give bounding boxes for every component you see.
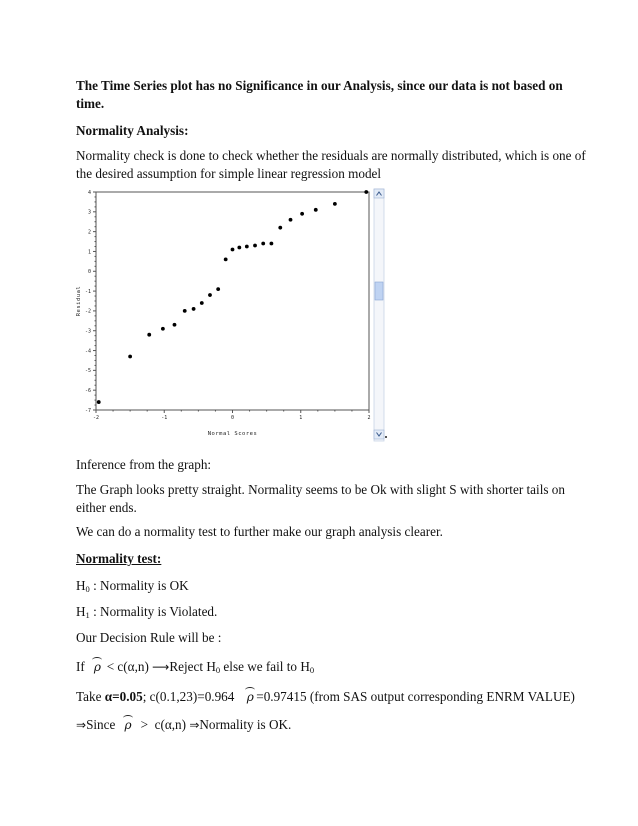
y-tick-label: -3 (84, 328, 91, 335)
rule-else-subscript: 0 (309, 665, 315, 675)
data-point (270, 242, 274, 246)
rule-if: If (76, 659, 85, 674)
y-tick-label: -2 (84, 308, 91, 315)
data-point (261, 242, 265, 246)
normality-test-heading: Normality test: (76, 551, 162, 566)
critical-value: ; c(0.1,23)=0.964 (142, 689, 235, 704)
data-point (289, 218, 293, 222)
data-point (192, 307, 196, 311)
rho-value: =0.97415 (from SAS output corresponding ENRM VALUE) (256, 689, 575, 704)
normality-desc-line-1: Normality check is done to check whether the residuals are normally distributed, which is one of (76, 148, 586, 163)
null-hypothesis (76, 576, 189, 599)
implies-icon: ⇒ (189, 718, 200, 732)
y-tick-label: 3 (87, 209, 91, 216)
data-point (278, 226, 282, 230)
y-tick-label: -6 (84, 387, 91, 394)
x-tick-label: 1 (299, 415, 303, 421)
data-point (128, 355, 132, 359)
y-tick-label: -1 (84, 288, 91, 295)
inference-label: Inference from the graph: (76, 457, 212, 472)
data-point (183, 309, 187, 313)
scroll-thumb[interactable] (375, 282, 383, 300)
scroll-down-button[interactable] (374, 430, 384, 439)
conclusion-result: Normality is OK. (199, 717, 292, 732)
data-point (147, 333, 151, 337)
intro-line-2: time. (76, 96, 105, 111)
rho-hat-symbol: ρ (244, 688, 256, 707)
data-point (200, 301, 204, 305)
rho-hat-symbol: ρ (91, 658, 103, 677)
data-point (97, 400, 101, 404)
further-test-text: We can do a normality test to further make our graph analysis clearer. (76, 524, 443, 539)
decision-rule-label: Our Decision Rule will be : (76, 630, 222, 645)
rho-hat-symbol: ρ (122, 716, 134, 735)
intro-line-1: The Time Series plot has no Significance in our Analysis, since our data is not based on (76, 78, 563, 93)
y-tick-label: 4 (87, 189, 91, 196)
h1-letter: H (76, 604, 86, 619)
rule-condition: < c(α,n) (106, 659, 149, 674)
normal-probability-plot (72, 186, 390, 444)
data-point (364, 190, 368, 194)
x-tick-label: -1 (161, 415, 168, 421)
y-tick-label: 2 (87, 229, 91, 236)
critical-function: c(α,n) (154, 717, 187, 732)
h1-subscript: 1 (85, 610, 90, 620)
h1-text: : Normality is Violated. (89, 604, 218, 619)
x-tick-label: 2 (367, 415, 371, 421)
y-tick-label: 1 (87, 249, 91, 256)
data-point (253, 244, 257, 248)
implies-icon: ⇒ (76, 718, 87, 732)
data-point (314, 208, 318, 212)
h0-subscript: 0 (85, 584, 90, 594)
rule-else: else we fail to H (220, 659, 310, 674)
x-axis-label: Normal Scores (207, 431, 258, 437)
conclusion (76, 715, 291, 735)
arrow-icon: ⟶ (152, 660, 170, 674)
data-point (224, 257, 228, 261)
data-point (245, 245, 249, 249)
data-point (333, 202, 337, 206)
resize-grip (385, 436, 387, 438)
alternative-hypothesis (76, 602, 217, 625)
alpha-value: α=0.05 (104, 689, 143, 704)
h0-text: : Normality is OK (89, 578, 189, 593)
data-point (300, 212, 304, 216)
y-tick-label: -7 (84, 407, 91, 414)
x-tick-label: -2 (92, 415, 100, 421)
y-tick-label: -4 (84, 348, 91, 355)
y-tick-label: -5 (84, 368, 91, 375)
decision-rule (76, 657, 314, 680)
inference-line-2: either ends. (76, 500, 137, 515)
take-values (76, 687, 575, 707)
since-word: Since (86, 717, 116, 732)
data-point (237, 246, 241, 250)
data-point (216, 287, 220, 291)
y-tick-label: 0 (87, 269, 91, 276)
rule-reject: Reject H (169, 659, 216, 674)
chart-background (72, 186, 390, 444)
data-point (161, 327, 165, 331)
normality-analysis-heading: Normality Analysis: (76, 123, 189, 138)
inference-line-1: The Graph looks pretty straight. Normality seems to be Ok with slight S with shorter tails on (76, 482, 565, 497)
h0-letter: H (76, 578, 86, 593)
data-point (231, 248, 235, 252)
scroll-up-button[interactable] (374, 189, 384, 198)
greater-than: > (140, 717, 148, 732)
x-tick-label: 0 (230, 415, 235, 421)
take-prefix: Take (76, 689, 105, 704)
data-point (173, 323, 177, 327)
normality-desc-line-2: the desired assumption for simple linear regression model (76, 166, 382, 181)
data-point (208, 293, 212, 297)
y-axis-label: Residual (76, 285, 82, 317)
rule-reject-subscript: 0 (215, 665, 221, 675)
